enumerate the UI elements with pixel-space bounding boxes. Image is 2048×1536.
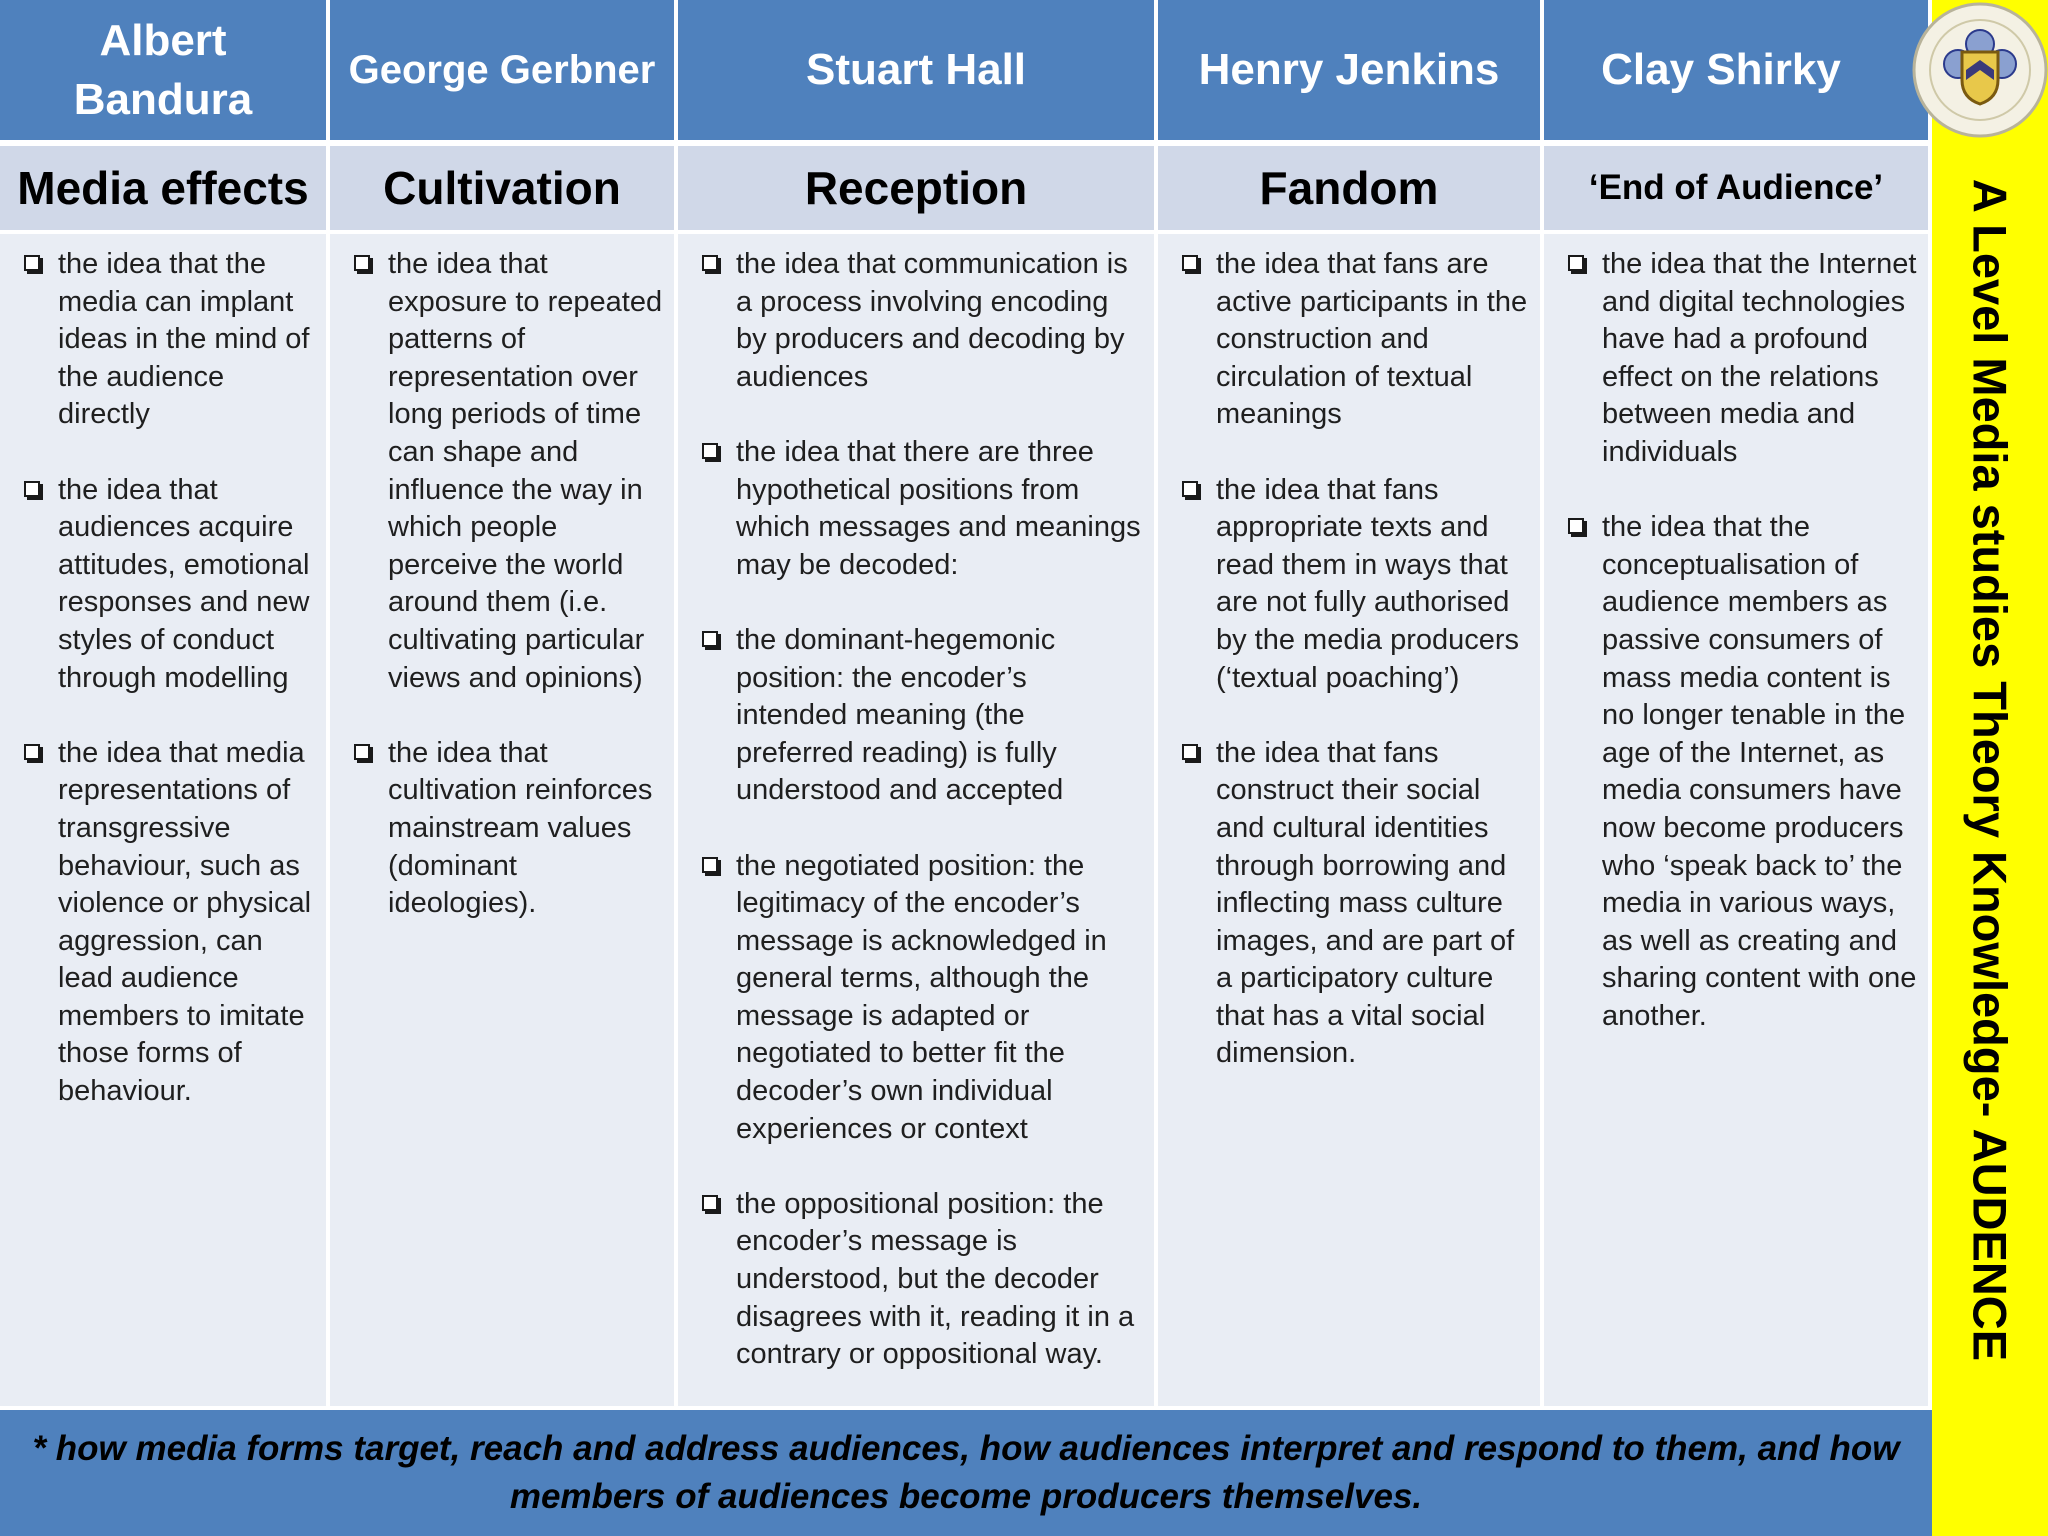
- bullet-item: the idea that the conceptualisation of audience members as passive consumers of mass media content is no longer tenable in the age of the Internet, as media consumers have now become producers who ‘speak back to’ the media in various ways, as well as creating and sharing content with one another.: [1564, 509, 1918, 1035]
- column-body-jenkins: [1158, 234, 1544, 1406]
- column-body-bandura: [0, 234, 330, 1406]
- theory-title-reception: Reception: [678, 140, 1158, 234]
- bullet-item: the dominant-hegemonic position: the encoder’s intended meaning (the preferred reading) is fully understood and accepted: [698, 622, 1144, 810]
- column-body-shirky: [1544, 234, 1932, 1406]
- bullet-item: the idea that media representations of transgressive behaviour, such as violence or physical aggression, can lead audience members to imitate those forms of behaviour.: [20, 735, 316, 1111]
- sidebar-banner: [1932, 0, 2048, 1536]
- footer-text: * how media forms target, reach and address audiences, how audiences interpret and respond to them, and how members of audiences become producers themselves.: [32, 1429, 1900, 1516]
- bullet-item: the idea that there are three hypothetical positions from which messages and meanings may be decoded:: [698, 434, 1144, 584]
- bullet-item: the idea that fans appropriate texts and read them in ways that are not fully authorised by the media producers (‘textual poaching’): [1178, 472, 1530, 698]
- checkbox-bullet-icon: [702, 255, 718, 271]
- checkbox-bullet-icon: [24, 481, 40, 497]
- theorist-name-shirky: Clay Shirky: [1544, 0, 1932, 140]
- column-body-gerbner: [330, 234, 678, 1406]
- bullet-item: the idea that exposure to repeated patterns of representation over long periods of time can shape and influence the way in which people perceive the world around them (i.e. cultivating particular views and opinions): [350, 246, 664, 697]
- checkbox-bullet-icon: [1182, 744, 1198, 760]
- checkbox-bullet-icon: [24, 255, 40, 271]
- checkbox-bullet-icon: [702, 1195, 718, 1211]
- bullet-item: the idea that fans construct their social and cultural identities through borrowing and inflecting mass culture images, and are part of a participatory culture that has a vital social dimension.: [1178, 735, 1530, 1073]
- theory-title-end-of-audience: ‘End of Audience’: [1544, 140, 1932, 234]
- bullet-item: the idea that fans are active participants in the construction and circulation of textual meanings: [1178, 246, 1530, 434]
- theory-title-media-effects: Media effects: [0, 140, 330, 234]
- bullet-item: the idea that the Internet and digital technologies have had a profound effect on the relations between media and individuals: [1564, 246, 1918, 472]
- checkbox-bullet-icon: [1568, 518, 1584, 534]
- school-crest-icon: [1910, 0, 2048, 140]
- theorist-name-bandura: Albert Bandura: [0, 0, 330, 140]
- bullet-item: the negotiated position: the legitimacy of the encoder’s message is acknowledged in general terms, although the message is adapted or negotiated to better fit the decoder’s own individual experiences or context: [698, 848, 1144, 1149]
- checkbox-bullet-icon: [702, 443, 718, 459]
- column-body-hall: [678, 234, 1158, 1406]
- checkbox-bullet-icon: [354, 744, 370, 760]
- theorist-name-hall: Stuart Hall: [678, 0, 1158, 140]
- theory-title-cultivation: Cultivation: [330, 140, 678, 234]
- sidebar-title: A Level Media studies Theory Knowledge- AUDENCE: [1963, 178, 2017, 1362]
- checkbox-bullet-icon: [1568, 255, 1584, 271]
- theory-title-fandom: Fandom: [1158, 140, 1544, 234]
- theorist-name-jenkins: Henry Jenkins: [1158, 0, 1544, 140]
- bullet-item: the idea that the media can implant ideas in the mind of the audience directly: [20, 246, 316, 434]
- checkbox-bullet-icon: [1182, 255, 1198, 271]
- checkbox-bullet-icon: [702, 631, 718, 647]
- bullet-item: the idea that communication is a process involving encoding by producers and decoding by audiences: [698, 246, 1144, 396]
- bullet-item: the idea that cultivation reinforces mainstream values (dominant ideologies).: [350, 735, 664, 923]
- bullet-item: the idea that audiences acquire attitudes, emotional responses and new styles of conduct through modelling: [20, 472, 316, 698]
- bullet-item: the oppositional position: the encoder’s message is understood, but the decoder disagrees with it, reading it in a contrary or oppositional way.: [698, 1186, 1144, 1374]
- footer-note: [0, 1406, 1932, 1536]
- checkbox-bullet-icon: [354, 255, 370, 271]
- theorist-name-gerbner: George Gerbner: [330, 0, 678, 140]
- checkbox-bullet-icon: [702, 857, 718, 873]
- checkbox-bullet-icon: [1182, 481, 1198, 497]
- checkbox-bullet-icon: [24, 744, 40, 760]
